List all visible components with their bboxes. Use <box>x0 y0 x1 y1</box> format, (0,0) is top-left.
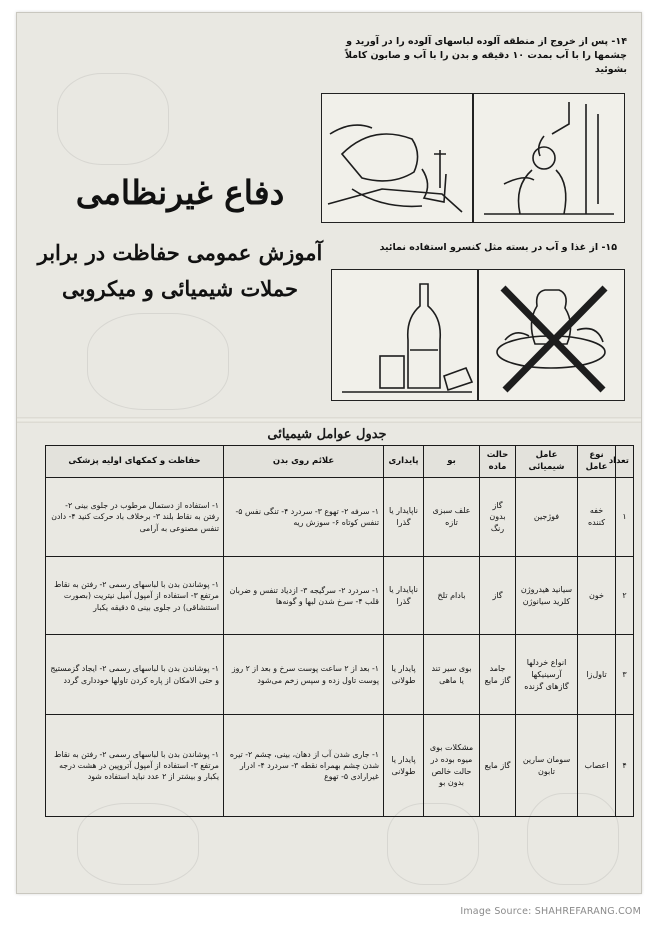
agent-symptoms: ۱- سرفه ۲- تهوع ۳- سردرد ۴- تنگی نفس ۵- تنفس کوتاه ۶- سوزش ریه <box>224 477 384 557</box>
row-number: ۲ <box>616 557 634 635</box>
agent-type: خون <box>578 557 616 635</box>
agent-first-aid: ۱- پوشاندن بدن با لباسهای رسمی ۲- ایجاد گزمستیج و حتی الامکان از پاره کردن تاولها خودداری گردد <box>46 635 224 715</box>
agent-type: اعصاب <box>578 715 616 817</box>
header-persistence: پایداری <box>384 446 424 478</box>
crossed-out-food-drawing <box>479 270 624 400</box>
agent-type: خفه کننده <box>578 477 616 557</box>
header-state: حالت ماده <box>480 446 516 478</box>
agent-state: گاز بدون رنگ <box>480 477 516 557</box>
chemical-agents-table <box>45 445 634 817</box>
agent-persistence: پایدار یا طولانی <box>384 715 424 817</box>
agent-odor: مشکلات بوی میوه بوده در حالت خالص بدون بو <box>424 715 480 817</box>
agent-symptoms: ۱- جاری شدن آب از دهان، بینی، چشم ۲- تیره شدن چشم بهمراه نقطه ۳- سردرد ۴- ادرار غیرارادی ۵- تهوع <box>224 715 384 817</box>
agent-symptoms: ۱- بعد از ۲ ساعت پوست سرخ و بعد از ۲ روز پوست تاول زده و سپس زخم می‌شود <box>224 635 384 715</box>
agent-state: گاز مایع <box>480 715 516 817</box>
agent-persistence: ناپایدار یا گذرا <box>384 477 424 557</box>
header-symptoms: علائم روی بدن <box>224 446 384 478</box>
illustration-open-food-crossed <box>478 269 625 401</box>
page-subtitle <box>35 235 325 309</box>
row-number: ۳ <box>616 635 634 715</box>
header-agent: عامل شیمیائی <box>516 446 578 478</box>
agent-odor: علف سبزی تازه <box>424 477 480 557</box>
instruction-15-text: ۱۵- از غذا و آب در بسته مثل کنسرو استفاده نمائید <box>379 242 617 253</box>
subtitle-line-1: آموزش عمومی حفاظت در برابر <box>37 239 323 265</box>
agent-first-aid: ۱- پوشاندن بدن با لباسهای رسمی ۲- رفتن به نقاط مرتفع ۳- استفاده از آمپول آمیل نیتریت (بصورت استنشاقی) در جلوی بینی ۵ دقیقه یکبار <box>46 557 224 635</box>
agent-persistence: پایدار یا طولانی <box>384 635 424 715</box>
subtitle-line-2: حملات شیمیائی و میکروبی <box>62 276 298 302</box>
agent-persistence: ناپایدار یا گذرا <box>384 557 424 635</box>
table-header-row <box>46 446 634 478</box>
title-block <box>35 173 325 308</box>
illustration-canned-food <box>331 269 478 401</box>
agent-first-aid: ۱- استفاده از دستمال مرطوب در جلوی بینی ۲- رفتن به نقاط بلند ۳- برخلاف باد حرکت کنید ۴- دادن تنفس مصنوعی به آرامی <box>46 477 224 557</box>
illustration-face-washing <box>321 93 473 223</box>
background-ghost-drawing <box>57 73 169 165</box>
illustration-shower <box>473 93 625 223</box>
agent-state: جامد گاز مایع <box>480 635 516 715</box>
header-number: تعداد <box>616 446 634 478</box>
agent-name: انواع خردلها آرسینیکها گازهای گزنده <box>516 635 578 715</box>
table-row <box>46 557 634 635</box>
image-source-credit: Image Source: SHAHREFARANG.COM <box>460 906 641 917</box>
table-row <box>46 477 634 557</box>
instruction-14-text: ۱۴- پس از خروج از منطقه آلوده لباسهای آلوده را در آورید و چشمها را با آب بمدت ۱۰ دقیقه و بدن را با آب و صابون کاملاً بشوئید <box>344 36 627 75</box>
agent-state: گاز <box>480 557 516 635</box>
header-type: نوع عامل <box>578 446 616 478</box>
row-number: ۱ <box>616 477 634 557</box>
bottle-and-cans-drawing <box>332 270 477 400</box>
agent-name: سومان سارین تابون <box>516 715 578 817</box>
face-washing-drawing <box>322 94 472 222</box>
agent-name: فوژجین <box>516 477 578 557</box>
agent-odor: بوی سیر تند یا ماهی <box>424 635 480 715</box>
agent-name: سیانید هیدروژن کلرید سیانوژن <box>516 557 578 635</box>
shower-drawing <box>474 94 624 222</box>
paper-fold-line <box>17 417 641 423</box>
table-row <box>46 715 634 817</box>
header-first-aid: حفاظت و کمکهای اولیه پزشکی <box>46 446 224 478</box>
agent-first-aid: ۱- پوشاندن بدن با لباسهای رسمی ۲- رفتن به نقاط مرتفع ۳- استفاده از آمپول آتروپین در هشت درجه یکبار و بیشتر از ۲ عدد نباید استفاده شود <box>46 715 224 817</box>
leaflet-page <box>16 12 642 894</box>
agent-odor: بادام تلخ <box>424 557 480 635</box>
table-row <box>46 635 634 715</box>
page-title: دفاع غیرنظامی <box>75 173 285 212</box>
background-ghost-drawing <box>87 313 229 410</box>
row-number: ۴ <box>616 715 634 817</box>
header-odor: بو <box>424 446 480 478</box>
agent-type: تاول‌زا <box>578 635 616 715</box>
agent-symptoms: ۱- سردرد ۲- سرگیجه ۳- ازدیاد تنفس و ضربان قلب ۴- سرخ شدن لبها و گونه‌ها <box>224 557 384 635</box>
table-title: جدول عوامل شیمیائی <box>267 427 387 442</box>
